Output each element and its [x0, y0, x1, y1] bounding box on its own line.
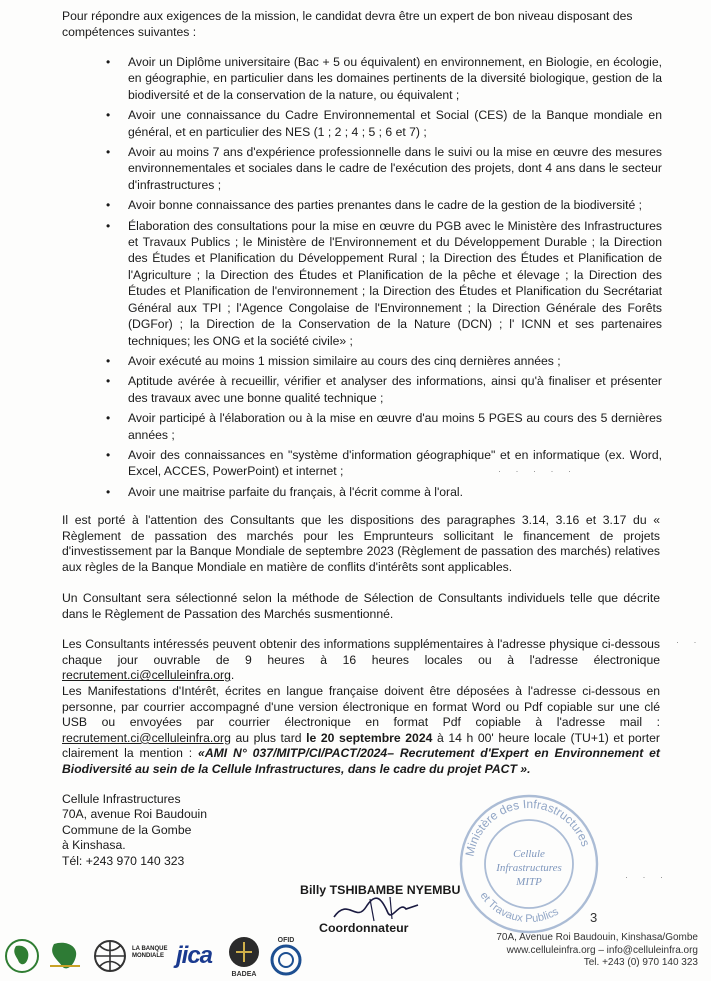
- badea-label: BADEA: [231, 971, 257, 978]
- info-email-link[interactable]: recrutement.ci@celluleinfra.org: [62, 668, 231, 683]
- submit-text-2: au plus tard: [230, 730, 307, 745]
- jica-label: jica: [176, 942, 213, 969]
- partner-logos: [4, 932, 324, 980]
- ofid-logo: [266, 934, 306, 978]
- list-item: • Avoir une connaissance du Cadre Environnemental et Social (CES) de la Banque mondiale en général, et en particulier des NES (1 ; 2 ; 4 ; 5 ; 6 et 7) ;: [62, 107, 662, 140]
- scan-speckle: · · · · ·: [498, 466, 577, 476]
- submit-mention: «AMI N° 037/MITP/CI/PACT/2024– Recrutement d'Expert en Environnement et Biodiversité au sein de la Cellule Infrastructures, dans le cadre du projet PACT ».: [62, 746, 660, 776]
- signer-name: Billy TSHIBAMBE NYEMBU: [300, 883, 461, 897]
- world-bank-label: LA BANQUE MONDIALE: [132, 946, 168, 959]
- list-item: • Avoir au moins 7 ans d'expérience professionnelle dans le suivi ou la mise en œuvre des mesures environnementales et sociales dans le cadre de l'exécution des projets, dont 4 ans dans le secteur d'infrastructures ;: [62, 144, 662, 193]
- address-line: 70A, avenue Roi Baudouin: [62, 807, 208, 822]
- signer-role: Coordonnateur: [319, 921, 409, 935]
- submission-paragraph: [62, 684, 660, 778]
- svg-text:et Travaux Publics: et Travaux Publics: [477, 889, 561, 926]
- stamp-inner-2: Infrastructures: [496, 862, 562, 874]
- submit-deadline: le 20 septembre 2024: [306, 730, 433, 745]
- page-number: 3: [590, 910, 598, 925]
- list-item: • Avoir une maitrise parfaite du français, à l'écrit comme à l'oral.: [62, 484, 662, 500]
- address-line: à Kinshasa.: [62, 838, 126, 853]
- stamp-inner-3: MITP: [516, 876, 542, 888]
- svg-text:Ministère des Infrastructures: Ministère des Infrastructures: [462, 796, 593, 858]
- list-item: • Avoir exécuté au moins 1 mission similaire au cours des cinq dernières années ;: [62, 353, 662, 369]
- stamp-inner-1: Cellule: [513, 848, 545, 860]
- requirements-list: [62, 54, 662, 504]
- scan-speckle: · ·: [676, 637, 703, 647]
- info-text: Les Consultants intéressés peuvent obtenir des informations supplémentaires à l'adresse physique ci-dessous chaque jour ouvrable de 9 heures à 16 heures locales ou à l'adresse électronique: [62, 637, 660, 667]
- info-end: .: [230, 668, 235, 683]
- submit-email-link[interactable]: recrutement.ci@celluleinfra.org: [62, 730, 231, 745]
- footer-line: Tel. +243 (0) 970 140 323: [583, 957, 698, 968]
- badea-logo: [226, 934, 262, 978]
- submit-text-3: à 14 h 00' heure locale (TU+1) et porter clairement la mention :: [62, 730, 660, 761]
- selection-method-paragraph: Un Consultant sera sélectionné selon la méthode de Sélection de Consultants individuels telle que décrite dans le Règlement de Passation des Marchés susmentionné.: [62, 591, 660, 621]
- list-item: • Avoir participé à l'élaboration ou à la mise en œuvre d'au moins 5 PGES au cours des 5 dernières années ;: [62, 410, 662, 443]
- info-paragraph: [62, 637, 660, 684]
- contact-address: [62, 792, 207, 869]
- scan-speckle: · · ·: [625, 872, 669, 882]
- conflict-rules-paragraph: Il est porté à l'attention des Consultants que les dispositions des paragraphes 3.14, 3.16 et 3.17 du « Règlement de passation des marchés pour les Emprunteurs sollicitant le financement de projets d'investissement par la Banque Mondiale de septembre 2023 (Règlement de passation des marchés) relatives aux règles de la Banque Mondiale en matière de conflits d'intérêts sont applicables.: [62, 513, 660, 574]
- footer-line: www.celluleinfra.org – info@celluleinfra.org: [506, 944, 698, 956]
- intro-paragraph: Pour répondre aux exigences de la mission, le candidat devra être un expert de bon niveau disposant des compétences suivantes :: [62, 9, 633, 39]
- list-item: • Avoir bonne connaissance des parties prenantes dans le cadre de la gestion de la biodiversité ;: [62, 197, 662, 213]
- africa-map-logo: [44, 936, 86, 976]
- footer-line: 70A, Avenue Roi Baudouin, Kinshasa/Gombe: [496, 932, 698, 943]
- list-item: • Aptitude avérée à recueillir, vérifier et analyser des informations, ainsi qu'à finaliser et présenter des travaux avec une bonne qualité technique ;: [62, 373, 662, 406]
- address-line: Tél: +243 970 140 323: [62, 853, 185, 868]
- address-line: Commune de la Gombe: [62, 822, 192, 837]
- list-item: • Élaboration des consultations pour la mise en œuvre du PGB avec le Ministère des Infrastructures et Travaux Publics ; le Ministère de l'Environnement et du Développement Durable ; la Direction des Études et Planification du Développement Rural ; la Direction des Études et Planification de l'Agriculture ; la Direction des Études et Planification de la pêche et élevage ; la Direction des Études et Planification de l'environnement ; la Direction des Études et Planification du Secrétariat Général aux TPI ; l'Agence Congolaise de l'Environnement ; la Direction Générale des Forêts (DGFor) ; la Direction de la Conservation de la Nature (DCN) ; l' ICNN et ses partenaires techniques; les ONG et la société civile» ;: [62, 218, 662, 349]
- official-stamp: [458, 793, 600, 935]
- ofid-label: OFID: [277, 937, 295, 944]
- african-union-logo: [4, 936, 40, 976]
- list-item: • Avoir des connaissances en "système d'information géographique" et en informatique (ex. Word, Excel, ACCES, PowerPoint) et internet ;: [62, 447, 662, 480]
- address-line: Cellule Infrastructures: [62, 792, 181, 806]
- submit-text-1: Les Manifestations d'Intérêt, écrites en langue française doivent être déposées à l'adresse ci-dessous en personne, par courrier accompagné d'une version électronique en format Word ou Pdf copiable sur une clé USB ou envoyées par courrier électronique en format Pdf copiable à l'adresse mail :: [62, 684, 660, 730]
- list-item: • Avoir un Diplôme universitaire (Bac + 5 ou équivalent) en environnement, en Biologie, en écologie, en géographie, en particulier dans les domaines pertinents de la diversité biologique, gestion de la biodiversité et de la conservation de la nature, ou équivalent ;: [62, 54, 662, 103]
- world-bank-logo: [92, 938, 128, 974]
- footer-contact: [462, 932, 698, 970]
- jica-logo: [176, 942, 212, 970]
